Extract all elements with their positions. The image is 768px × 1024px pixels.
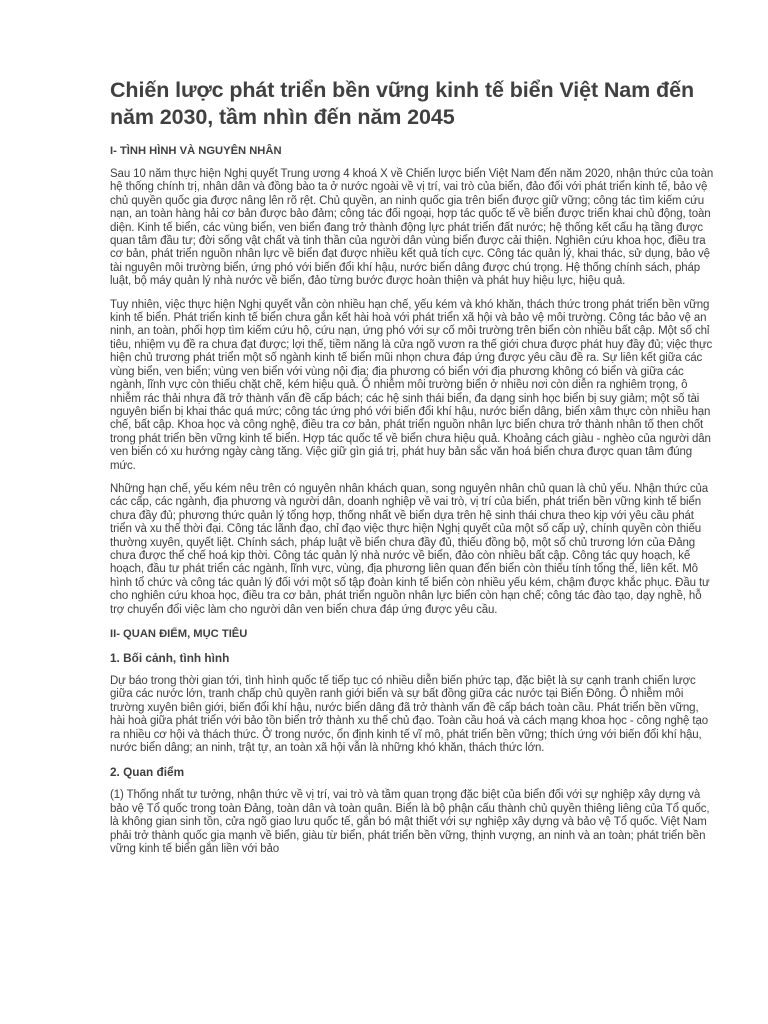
- paragraph: Dự báo trong thời gian tới, tình hình quốc tế tiếp tục có nhiều diễn biến phức tạp, đặc biệt là sự cạnh tranh chiến lược giữa các nước lớn, tranh chấp chủ quyền ranh giới biển và sự bất đồng giữa các nước tại Biển Đông. Ô nhiễm môi trường xuyên biên giới, biến đổi khí hậu, nước biển dâng đã trở thành vấn đề cấp bách toàn cầu. Phát triển bền vững, hài hoà giữa phát triển với bảo tồn biển trở thành xu thế chủ đạo. Toàn cầu hoá và cách mạng khoa học - công nghệ tạo ra nhiều cơ hội và thách thức. Ở trong nước, ổn định kinh tế vĩ mô, phát triển bền vững; thích ứng với biến đổi khí hậu, nước biển dâng; an ninh, trật tự, an toàn xã hội vẫn là những khó khăn, thách thức lớn.: [110, 675, 709, 755]
- section-heading-2: II- QUAN ĐIỂM, MỤC TIÊU: [110, 628, 248, 640]
- paragraph: Những hạn chế, yếu kém nêu trên có nguyên nhân khách quan, song nguyên nhân chủ quan là chủ yếu. Nhận thức của các cấp, các ngành, địa phương và người dân, doanh nghiệp về vai trò, vị trí của biển, phát triển bền vững kinh tế biển chưa đầy đủ; phương thức quản lý tổng hợp, thống nhất về biển dựa trên hệ sinh thái chưa theo kịp với yêu cầu phát triển và xu thế thời đại. Công tác lãnh đạo, chỉ đạo việc thực hiện Nghị quyết của một số cấp uỷ, chính quyền còn thiếu thường xuyên, quyết liệt. Chính sách, pháp luật về biển chưa đầy đủ, thiếu đồng bộ, một số chủ trương lớn của Đảng chưa được thể chế hoá kịp thời. Công tác quản lý nhà nước về biển, đảo còn nhiều bất cập. Công tác quy hoạch, kế hoạch, đầu tư phát triển các ngành, lĩnh vực, vùng, địa phương liên quan đến biển còn thiếu tính tổng thể, liên kết. Mô hình tổ chức và công tác quản lý đối với một số tập đoàn kinh tế biển còn nhiều yếu kém, chậm được khắc phục. Đầu tư cho nghiên cứu khoa học, điều tra cơ bản, phát triển nguồn nhân lực biển còn hạn chế; công tác đào tạo, dạy nghề, hỗ trợ chuyển đổi việc làm cho người dân ven biển chưa đáp ứng được yêu cầu.: [110, 482, 710, 616]
- paragraph: Tuy nhiên, việc thực hiện Nghị quyết vẫn còn nhiều hạn chế, yếu kém và khó khăn, thách thức trong phát triển bền vững kinh tế biển. Phát triển kinh tế biển chưa gắn kết hài hoà với phát triển xã hội và bảo vệ môi trường. Công tác bảo vệ an ninh, an toàn, phối hợp tìm kiếm cứu hộ, cứu nạn, ứng phó với sự cố môi trường trên biển còn nhiều bất cập. Một số chỉ tiêu, nhiệm vụ đề ra chưa đạt được; lợi thế, tiềm năng là cửa ngõ vươn ra thế giới chưa được phát huy đầy đủ; việc thực hiện chủ trương phát triển một số ngành kinh tế biển mũi nhọn chưa đáp ứng được yêu cầu đề ra. Sự liên kết giữa các vùng biển, ven biển; vùng ven biển với vùng nội địa; địa phương có biển với địa phương không có biển và giữa các ngành, lĩnh vực còn thiếu chặt chẽ, kém hiệu quả. Ô nhiễm môi trường biển ở nhiều nơi còn diễn ra nghiêm trọng, ô nhiễm rác thải nhựa đã trở thành vấn đề cấp bách; các hệ sinh thái biển, đa dạng sinh học biển bị suy giảm; một số tài nguyên biển bị khai thác quá mức; công tác ứng phó với biến đổi khí hậu, nước biển dâng, biển xâm thực còn nhiều hạn chế, bất cập. Khoa học và công nghệ, điều tra cơ bản, phát triển nguồn nhân lực biển chưa trở thành nhân tố then chốt trong phát triển bền vững kinh tế biển. Hợp tác quốc tế về biển chưa hiệu quả. Khoảng cách giàu - nghèo của người dân ven biển có xu hướng ngày càng tăng. Việc giữ gìn giá trị, phát huy bản sắc văn hoá biển chưa được quan tâm đúng mức.: [110, 298, 713, 472]
- paragraph: Sau 10 năm thực hiện Nghị quyết Trung ương 4 khoá X về Chiến lược biển Việt Nam đến năm 2020, nhận thức của toàn hệ thống chính trị, nhân dân và đồng bào ta ở nước ngoài về vị trí, vai trò của biển, đảo đối với phát triển kinh tế, bảo vệ chủ quyền quốc gia được nâng lên rõ rệt. Chủ quyền, an ninh quốc gia trên biển được giữ vững; công tác tìm kiếm cứu nạn, an toàn hàng hải cơ bản được bảo đảm; công tác đối ngoại, hợp tác quốc tế về biển được triển khai chủ động, toàn diện. Kinh tế biển, các vùng biển, ven biển đang trở thành động lực phát triển đất nước; hệ thống kết cấu hạ tầng được quan tâm đầu tư; đời sống vật chất và tinh thần của người dân vùng biển được cải thiện. Nghiên cứu khoa học, điều tra cơ bản, phát triển nguồn nhân lực về biển đạt được nhiều kết quả tích cực. Công tác quản lý, khai thác, sử dụng, bảo vệ tài nguyên môi trường biển, ứng phó với biến đổi khí hậu, nước biển dâng được chú trọng. Hệ thống chính sách, pháp luật, bộ máy quản lý nhà nước về biển, đảo từng bước được hoàn thiện và phát huy hiệu lực, hiệu quả.: [110, 168, 714, 288]
- section-heading-1: I- TÌNH HÌNH VÀ NGUYÊN NHÂN: [110, 145, 282, 157]
- document-title: Chiến lược phát triển bền vững kinh tế biển Việt Nam đến năm 2030, tầm nhìn đến năm 2045: [110, 78, 694, 129]
- subsection-heading-viewpoint: 2. Quan điểm: [110, 765, 185, 780]
- paragraph: (1) Thống nhất tư tưởng, nhận thức về vị trí, vai trò và tầm quan trọng đặc biệt của biển đối với sự nghiệp xây dựng và bảo vệ Tổ quốc trong toàn Đảng, toàn dân và toàn quân. Biển là bộ phận cấu thành chủ quyền thiêng liêng của Tổ quốc, là không gian sinh tồn, cửa ngõ giao lưu quốc tế, gắn bó mật thiết với sự nghiệp xây dựng và bảo vệ Tổ quốc. Việt Nam phải trở thành quốc gia mạnh về biển, giàu từ biển, phát triển bền vững, thịnh vượng, an ninh và an toàn; phát triển bền vững kinh tế biển gắn liền với bảo: [110, 789, 710, 856]
- subsection-heading-context: 1. Bối cảnh, tình hình: [110, 651, 230, 665]
- document-body: [110, 77, 715, 866]
